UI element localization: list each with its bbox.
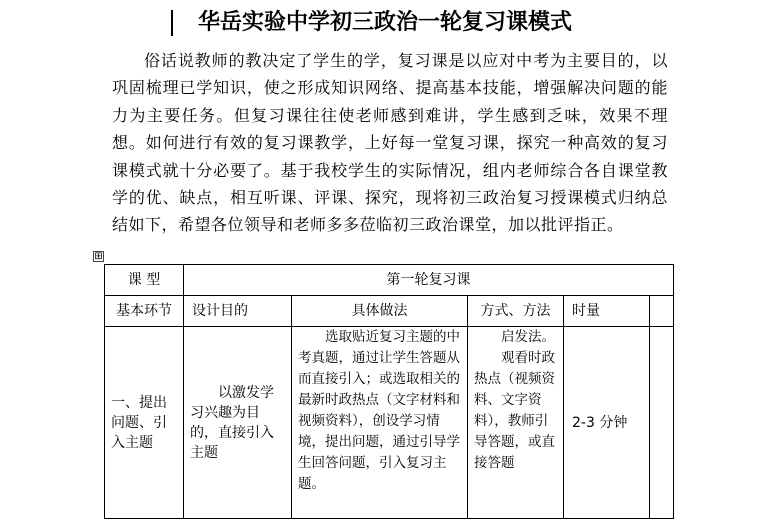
header-purpose: 设计目的 xyxy=(184,296,292,327)
header-time: 时量 xyxy=(564,296,650,327)
header-step: 基本环节 xyxy=(105,296,184,327)
row-step-cell: 一、提出问题、引入主题 xyxy=(105,327,184,519)
row-purpose-cell: 以激发学习兴趣为目的，直接引入主题 xyxy=(184,327,292,519)
table-row xyxy=(105,327,674,519)
type-value-cell: 第一轮复习课 xyxy=(184,265,674,296)
header-method: 具体做法 xyxy=(292,296,468,327)
table-move-handle-icon[interactable]: ⊞ xyxy=(94,251,103,262)
type-label-cell: 课 型 xyxy=(105,265,184,296)
row-method-cell: 选取贴近复习主题的中考真题，通过让学生答题从而直接引入；或选取相关的最新时政热点（文字材料和视频资料），创设学习情境，提出问题，通过引导学生回答问题，引入复习主题。 xyxy=(292,327,468,519)
row-form-line-2: 观看时政热点（视频资料、文字资料），教师引导答题，或直接答题 xyxy=(474,350,555,471)
document-title: 华岳实验中学初三政治一轮复习课模式 xyxy=(197,9,572,35)
table-header-row xyxy=(105,296,674,327)
row-time-cell: 2-3 分钟 xyxy=(564,327,650,519)
intro-paragraph: 俗话说教师的教决定了学生的学，复习课是以应对中考为主要目的，以巩固梳理已学知识，使之形成知识网络、提高基本技能，增强解决问题的能力为主要任务。但复习课往往使老师感到难讲，学生感到乏味，效果不理想。如何进行有效的复习课教学，上好每一堂复习课，探究一种高效的复习课模式就十分必要了。基于我校学生的实际情况，组内老师综合各自课堂教学的优、缺点，相互听课、评课、探究，现将初三政治复习授课模式归纳总结如下，希望各位领导和老师多多莅临初三政治课堂，加以批评指正。 xyxy=(112,51,668,235)
header-extra-cell xyxy=(650,296,674,327)
text-cursor xyxy=(171,10,173,36)
table-row-type xyxy=(105,265,674,296)
row-form-line-1: 启发法。 xyxy=(501,329,555,345)
lesson-plan-table xyxy=(104,264,674,519)
row-form-cell xyxy=(468,327,564,519)
header-form: 方式、方法 xyxy=(468,296,564,327)
row-extra-cell xyxy=(650,327,674,519)
